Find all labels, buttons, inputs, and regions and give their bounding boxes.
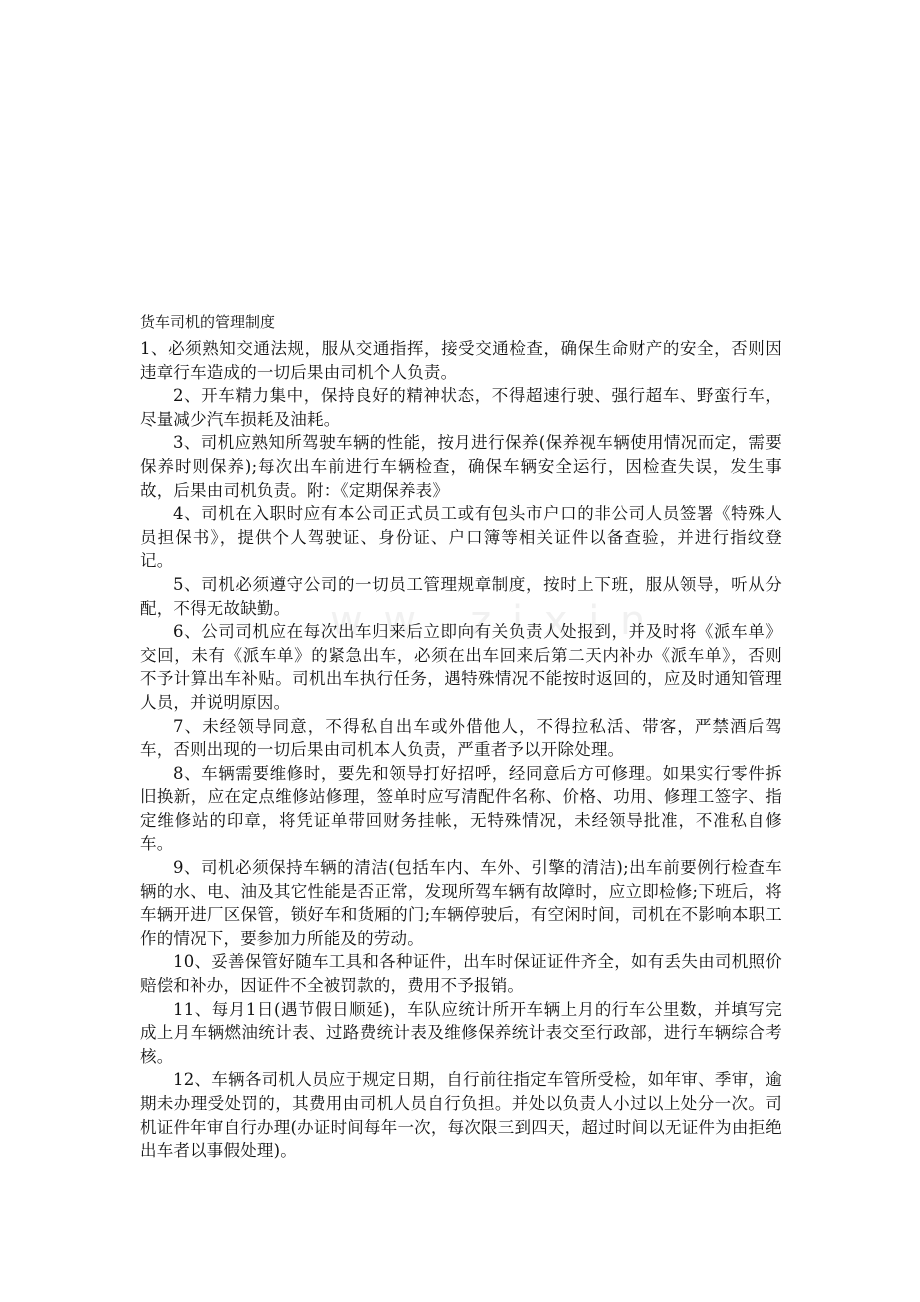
clause-2: 2、开车精力集中，保持良好的精神状态，不得超速行驶、强行超车、野蛮行车，尽量减少汽车损耗及油耗。 — [140, 386, 782, 429]
clause-3: 3、司机应熟知所驾驶车辆的性能，按月进行保养(保养视车辆使用情况而定，需要保养时则保养);每次出车前进行车辆检查，确保车辆安全运行，因检查失误，发生事故，后果由司机负责。附：《定期保养表》 — [140, 433, 782, 500]
document-body — [140, 311, 782, 1163]
clause-9: 9、司机必须保持车辆的清洁(包括车内、车外、引擎的清洁);出车前要例行检查车辆的水、电、油及其它性能是否正常，发现所驾车辆有故障时，应立即检修;下班后，将车辆开进厂区保管，锁好车和货厢的门;车辆停驶后，有空闲时间，司机在不影响本职工作的情况下，要参加力所能及的劳动。 — [140, 858, 783, 948]
clause-6: 6、公司司机应在每次出车归来后立即向有关负责人处报到，并及时将《派车单》交回，未有《派车单》的紧急出车，必须在出车回来后第二天内补办《派车单》，否则不予计算出车补贴。司机出车执行任务，遇特殊情况不能按时返回的，应及时通知管理人员，并说明原因。 — [140, 622, 782, 712]
clause-5: 5、司机必须遵守公司的一切员工管理规章制度，按时上下班，服从领导，听从分配，不得无故缺勤。 — [140, 574, 782, 618]
clause-10: 10、妥善保管好随车工具和各种证件，出车时保证证件齐全，如有丢失由司机照价赔偿和补办，因证件不全被罚款的，费用不予报销。 — [140, 952, 782, 996]
clause-7: 7、未经领导同意，不得私自出车或外借他人，不得拉私活、带客，严禁酒后驾车，否则出现的一切后果由司机本人负责，严重者予以开除处理。 — [140, 716, 782, 760]
svg-text:w w . z i x i n . c o m: w w . z i x i n — [330, 598, 650, 644]
document-title: 货车司机的管理制度 — [140, 313, 276, 331]
clause-11: 11、每月1日(遇节假日顺延)，车队应统计所开车辆上月的行车公里数，并填写完成上月车辆燃油统计表、过路费统计表及维修保养统计表交至行政部，进行车辆综合考核。 — [140, 999, 782, 1066]
clause-4: 4、司机在入职时应有本公司正式员工或有包头市户口的非公司人员签署《特殊人员担保书》，提供个人驾驶证、身份证、户口簿等相关证件以备查验，并进行指纹登记。 — [140, 504, 782, 571]
clause-8: 8、车辆需要维修时，要先和领导打好招呼，经同意后方可修理。如果实行零件拆旧换新，应在定点维修站修理，签单时应写清配件名称、价格、功用、修理工签字、指定维修站的印章，将凭证单带回财务挂帐，无特殊情况，未经领导批准，不准私自修车。 — [140, 763, 782, 854]
clause-1: 1、必须熟知交通法规，服从交通指挥，接受交通检查，确保生命财产的安全，否则因违章行车造成的一切后果由司机个人负责。 — [140, 339, 782, 382]
clause-12: 12、车辆各司机人员应于规定日期，自行前往指定车管所受检，如年审、季审，逾期未办理受处罚的，其费用由司机人员自行负担。并处以负责人小过以上处分一次。司机证件年审自行办理(办证时间每年一次，每次限三到四天，超过时间以无证件为由拒绝出车者以事假处理)。 — [140, 1070, 782, 1161]
